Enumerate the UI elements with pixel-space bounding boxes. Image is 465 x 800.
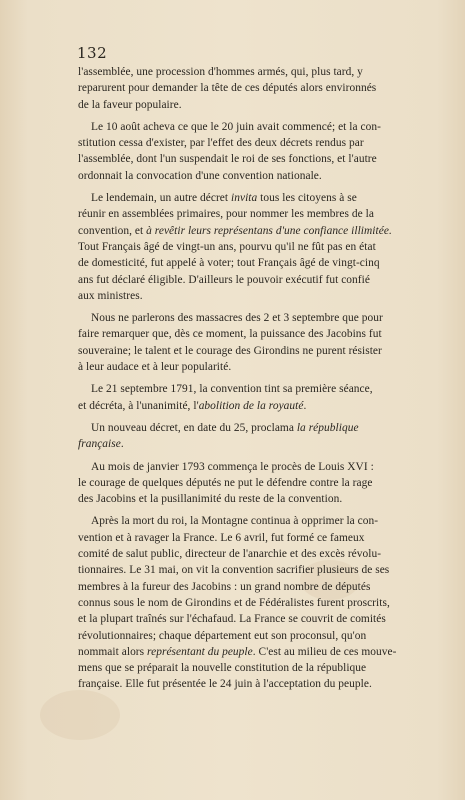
text-segment: reparurent pour demander la tête de ces députés alors environnés [78, 82, 377, 95]
text-line [78, 475, 394, 491]
text-line [78, 64, 394, 80]
text-segment: tionnaires. Le 31 mai, on vit la convention sacrifier plusieurs de ses [78, 564, 390, 577]
text-line [78, 628, 394, 644]
text-segment: et décréta, à l'unanimité, l' [78, 399, 199, 412]
paragraph [78, 310, 394, 375]
text-line [78, 80, 394, 96]
italic-text: française [78, 438, 121, 451]
text-line [78, 119, 394, 135]
text-line [78, 168, 394, 184]
text-segment: Au mois de janvier 1793 commença le procès de Louis XVI : [91, 460, 374, 473]
text-line [78, 398, 394, 414]
text-segment: Un nouveau décret, en date du 25, proclama [91, 421, 297, 434]
italic-text: invita [231, 192, 258, 205]
text-line [78, 343, 394, 359]
text-segment: révolutionnaires; chaque département eut son proconsul, qu'on [78, 629, 367, 642]
text-line [78, 223, 394, 239]
text-segment: . [303, 399, 307, 412]
text-line [78, 381, 394, 397]
text-line [78, 595, 394, 611]
text-line [78, 135, 394, 151]
text-line [78, 491, 394, 507]
text-line [78, 272, 394, 288]
text-segment: ordonnait la convocation d'une convention nationale. [78, 169, 322, 182]
text-segment: . C'est au milieu de ces mouve- [252, 645, 397, 658]
text-segment: de domesticité, fut appelé à voter; tout Français âgé de vingt-cinq [78, 257, 380, 270]
text-segment: Après la mort du roi, la Montagne continua à opprimer la con- [91, 515, 379, 528]
text-line [78, 288, 394, 304]
text-line [78, 206, 394, 222]
text-segment: tous les citoyens à se [257, 192, 357, 205]
text-line [78, 459, 394, 475]
text-segment: réunir en assemblées primaires, pour nommer les membres de la [78, 208, 374, 221]
text-segment: membres à la fureur des Jacobins : un grand nombre de députés [78, 580, 371, 593]
paragraph [78, 119, 394, 184]
text-segment: et la plupart traînés sur l'échafaud. La France se couvrit de comités [78, 613, 386, 626]
text-line [78, 644, 397, 660]
paragraph [78, 513, 397, 692]
text-segment: Le lendemain, un autre décret [91, 192, 232, 205]
text-line [78, 255, 394, 271]
text-segment: l'assemblée, dont l'un suspendait le roi de ses fonctions, et l'autre [78, 153, 377, 166]
text-segment: mens que se préparait la nouvelle constitution de la république [78, 662, 367, 675]
text-segment: nommait alors [78, 645, 148, 658]
text-segment: vention et à ravager la France. Le 6 avril, fut formé ce fameux [78, 531, 365, 544]
text-line [78, 530, 394, 546]
text-line [78, 239, 394, 255]
text-line [78, 546, 394, 562]
text-line [78, 420, 394, 436]
text-segment: des Jacobins et la pusillanimité du reste de la convention. [78, 493, 343, 506]
paragraph [78, 420, 394, 453]
text-segment: de la faveur populaire. [78, 98, 182, 111]
text-segment: le courage de quelques députés ne put le défendre contre la rage [78, 476, 373, 489]
text-segment: faire remarquer que, dès ce moment, la puissance des Jacobins fut [78, 328, 382, 341]
text-line [78, 611, 394, 627]
text-segment: ans fut déclaré éligible. D'ailleurs le pouvoir exécutif fut confié [78, 273, 370, 286]
text-line [78, 326, 394, 342]
text-segment: comité de salut public, directeur de l'anarchie et des excès révolu- [78, 548, 382, 561]
text-line [78, 151, 394, 167]
text-line [78, 513, 394, 529]
text-segment: connus sous le nom de Girondins et de Fédéralistes furent proscrits, [78, 596, 390, 609]
paragraph [78, 190, 394, 304]
text-line [78, 562, 394, 578]
paragraph [78, 381, 394, 414]
text-segment: convention, et [78, 224, 147, 237]
page-number: 132 [77, 44, 108, 62]
text-segment: Tout Français âgé de vingt-un ans, pourvu qu'il ne fût pas en état [78, 240, 376, 253]
italic-text: à revêtir leurs représentans d'une confiance illimitée. [146, 224, 392, 237]
text-line [78, 310, 394, 326]
text-segment: aux ministres. [78, 289, 143, 302]
text-line [78, 190, 394, 206]
text-line [78, 97, 394, 113]
text-segment: Le 21 septembre 1791, la convention tint sa première séance, [91, 383, 373, 396]
text-segment: . [120, 438, 124, 451]
paragraph [78, 64, 394, 113]
text-segment: française. Elle fut présentée le 24 juin à l'acceptation du peuple. [78, 678, 372, 691]
text-segment: Le 10 août acheva ce que le 20 juin avait commencé; et la con- [91, 120, 381, 133]
italic-text: abolition de la royauté [198, 399, 304, 412]
text-line [78, 436, 394, 452]
body-text [78, 64, 397, 699]
text-line [78, 660, 394, 676]
italic-text: représentant du peuple [147, 645, 253, 658]
text-line [78, 579, 394, 595]
text-segment: souveraine; le talent et le courage des Girondins ne purent résister [78, 344, 382, 357]
text-segment: l'assemblée, une procession d'hommes armés, qui, plus tard, y [78, 66, 363, 78]
text-segment: à leur audace et à leur popularité. [78, 361, 232, 374]
italic-text: la république [296, 421, 359, 434]
text-segment: stitution cessa d'exister, par l'effet des deux décrets rendus par [78, 137, 364, 150]
text-segment: Nous ne parlerons des massacres des 2 et 3 septembre que pour [91, 312, 383, 325]
text-line [78, 359, 394, 375]
paragraph [78, 459, 394, 508]
text-line [78, 676, 394, 692]
